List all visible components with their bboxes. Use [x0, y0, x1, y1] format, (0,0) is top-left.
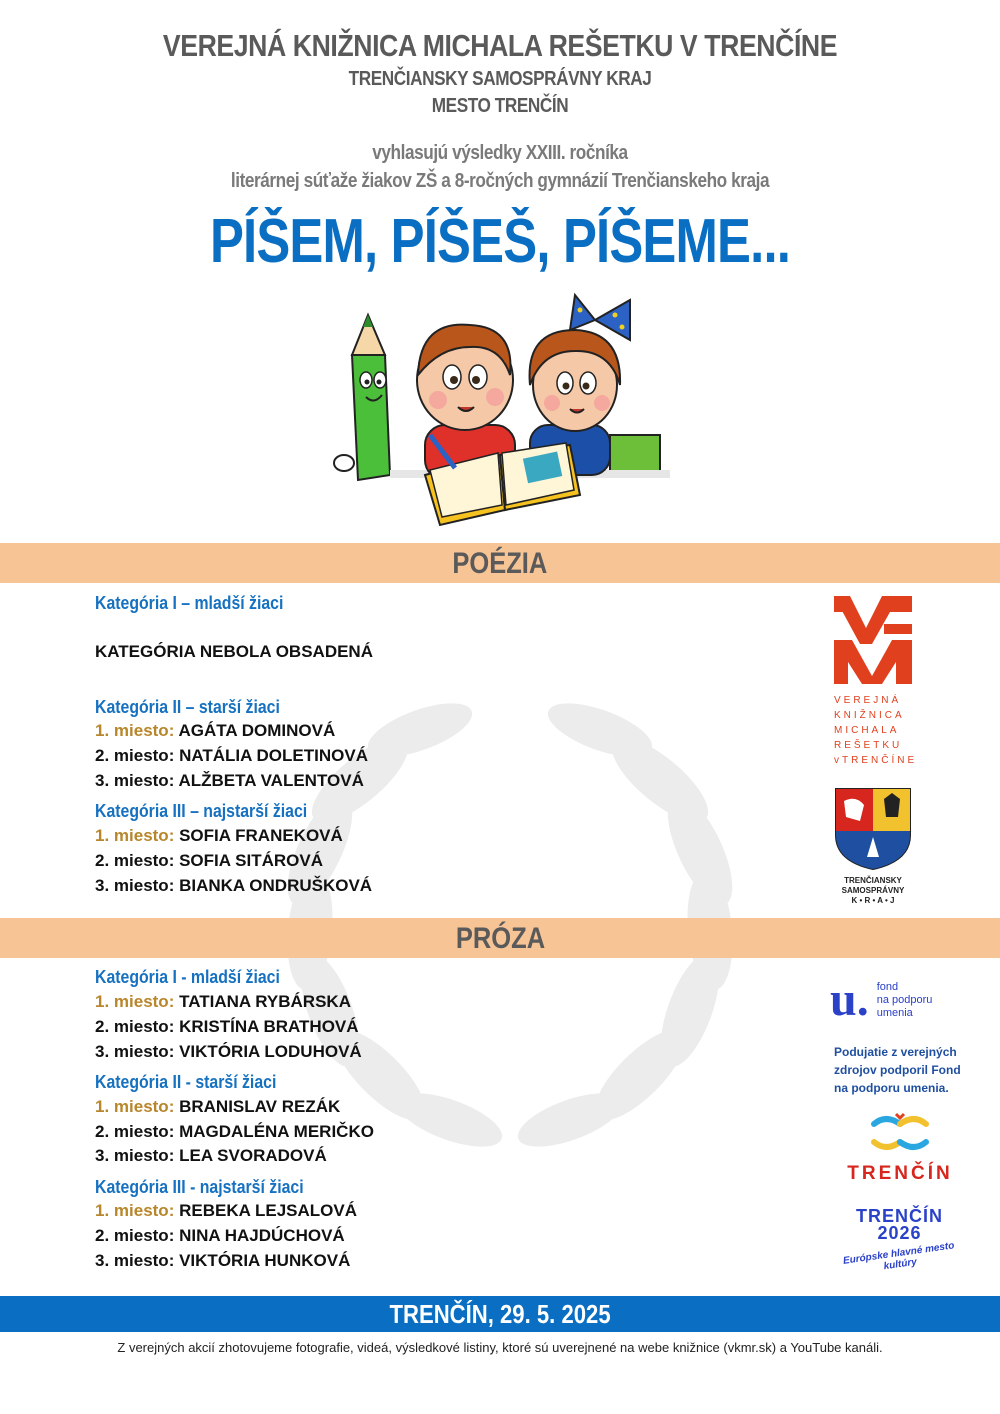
fpu-name-line: na podporu: [876, 993, 933, 1006]
poetry-cat2-label: Kategória II – starší žiaci: [95, 697, 280, 717]
place-label: 1. miesto:: [95, 1097, 175, 1116]
poetry-cat3-label: Kategória III – najstarší žiaci: [95, 801, 308, 821]
place-label: 3. miesto:: [95, 876, 175, 895]
trencin-city-text: TRENČÍN: [847, 1163, 953, 1184]
winner-name: ALŽBETA VALENTOVÁ: [178, 771, 364, 790]
winner-name: AGÁTA DOMINOVÁ: [178, 721, 336, 740]
result-row: [95, 1251, 350, 1271]
result-row: [95, 746, 368, 766]
trencin-2026-subtitle: Európske hlavné mesto kultúry: [842, 1240, 956, 1273]
fpu-mark: u.: [830, 973, 869, 1026]
tsk-logo: [832, 787, 914, 906]
contest-title: PÍŠEM, PÍŠEŠ, PÍŠEME...: [209, 207, 791, 276]
place-label: 2. miesto:: [95, 1226, 175, 1245]
winner-name: KRISTÍNA BRATHOVÁ: [179, 1017, 359, 1036]
place-label: 2. miesto:: [95, 1017, 175, 1036]
fpu-logo: [830, 973, 980, 1026]
winner-name: SOFIA SITÁROVÁ: [179, 851, 323, 870]
result-row: [95, 1201, 357, 1221]
result-row: [95, 1122, 374, 1142]
pencil-character-icon: [334, 315, 390, 480]
winner-name: BRANISLAV REZÁK: [179, 1097, 341, 1116]
winner-name: MAGDALÉNA MERIČKO: [179, 1122, 374, 1141]
tsk-text-line: SAMOSPRÁVNY: [841, 886, 905, 895]
winner-name: BIANKA ONDRUŠKOVÁ: [179, 876, 373, 895]
winner-name: SOFIA FRANEKOVÁ: [179, 826, 343, 845]
winner-name: LEA SVORADOVÁ: [179, 1146, 327, 1165]
vkmr-mark-icon: [834, 596, 912, 684]
place-label: 1. miesto:: [95, 1201, 175, 1220]
prose-cat2-label: Kategória II - starší žiaci: [95, 1072, 277, 1092]
prose-cat1-label: Kategória I - mladší žiaci: [95, 967, 280, 987]
organizer-title: VEREJNÁ KNIŽNICA MICHALA REŠETKU V TRENČÍNE: [162, 28, 838, 63]
result-row: [95, 1226, 345, 1246]
result-row: [95, 1017, 359, 1037]
vkmr-text-line: REŠETKU: [834, 740, 903, 751]
fpu-support-line: na podporu umenia.: [834, 1081, 949, 1095]
place-label: 1. miesto:: [95, 721, 175, 740]
vkmr-text-line: MICHALA: [834, 725, 900, 736]
winner-name: REBEKA LEJSALOVÁ: [179, 1201, 357, 1220]
result-row: [95, 851, 323, 871]
place-label: 3. miesto:: [95, 1042, 175, 1061]
poetry-section-band: [0, 543, 1000, 583]
footer-date-band: [0, 1296, 1000, 1332]
place-label: 3. miesto:: [95, 1146, 175, 1165]
footer-date: TRENČÍN, 29. 5. 2025: [389, 1299, 611, 1329]
vkmr-text-line: VEREJNÁ: [834, 695, 902, 706]
region-title: TRENČIANSKY SAMOSPRÁVNY KRAJ: [348, 68, 652, 90]
place-label: 3. miesto:: [95, 1251, 175, 1270]
place-label: 3. miesto:: [95, 771, 175, 790]
winner-name: NATÁLIA DOLETINOVÁ: [179, 746, 368, 765]
result-row: [95, 826, 343, 846]
poetry-title: POÉZIA: [452, 547, 548, 580]
fpu-support-line: zdrojov podporil Fond: [834, 1063, 961, 1077]
trencin-2026-logo: [832, 1208, 967, 1288]
prose-title: PRÓZA: [455, 922, 545, 955]
trencin-2026-title: TRENČÍN: [856, 1206, 943, 1226]
fpu-name-line: umenia: [876, 1006, 913, 1019]
vkmr-text-line: KNIŽNICA: [834, 710, 905, 721]
vkmr-logo: [834, 596, 918, 768]
result-row: [95, 1042, 362, 1062]
winner-name: TATIANA RYBÁRSKA: [179, 992, 351, 1011]
trencin-city-logo: [840, 1110, 960, 1185]
place-label: 1. miesto:: [95, 992, 175, 1011]
place-label: 1. miesto:: [95, 826, 175, 845]
prose-cat3-label: Kategória III - najstarší žiaci: [95, 1177, 304, 1197]
result-row: [95, 1097, 340, 1117]
fpu-name-line: fond: [876, 980, 899, 993]
winner-name: VIKTÓRIA HUNKOVÁ: [179, 1251, 351, 1270]
tsk-coat-of-arms-icon: [834, 787, 912, 871]
result-row: [95, 721, 335, 741]
trencin-2026-year: 2026: [877, 1223, 922, 1243]
announce-line-1: vyhlasujú výsledky XXIII. ročníka: [372, 142, 628, 164]
children-reading-illustration: [330, 285, 675, 530]
place-label: 2. miesto:: [95, 851, 175, 870]
place-label: 2. miesto:: [95, 746, 175, 765]
result-row: [95, 1146, 327, 1166]
announce-line-2: literárnej súťaže žiakov ZŠ a 8-ročných gymnázií Trenčianskeho kraja: [230, 170, 770, 192]
trencin-mark-icon: [870, 1110, 930, 1156]
result-row: [95, 992, 351, 1012]
result-row: [95, 876, 372, 896]
poetry-cat1-label: Kategória I – mladší žiaci: [95, 593, 284, 613]
city-title: MESTO TRENČÍN: [431, 95, 569, 117]
vkmr-text-line: vTRENČÍNE: [834, 755, 918, 766]
poetry-cat1-note: KATEGÓRIA NEBOLA OBSADENÁ: [95, 642, 373, 661]
footer-note: Z verejných akcií zhotovujeme fotografie, videá, výsledkové listiny, ktoré sú uverejnené na webe knižnice (vkmr.sk) a YouTube kanáli.: [117, 1340, 883, 1355]
prose-section-band: [0, 918, 1000, 958]
place-label: 2. miesto:: [95, 1122, 175, 1141]
fpu-support-line: Podujatie z verejných: [834, 1045, 957, 1059]
winner-name: VIKTÓRIA LODUHOVÁ: [179, 1042, 362, 1061]
winner-name: NINA HAJDÚCHOVÁ: [179, 1226, 345, 1245]
tsk-text-line: TRENČIANSKY: [844, 876, 902, 885]
tsk-text-line: K • R • A • J: [851, 896, 895, 905]
fpu-support-text: [834, 1043, 994, 1097]
result-row: [95, 771, 364, 791]
